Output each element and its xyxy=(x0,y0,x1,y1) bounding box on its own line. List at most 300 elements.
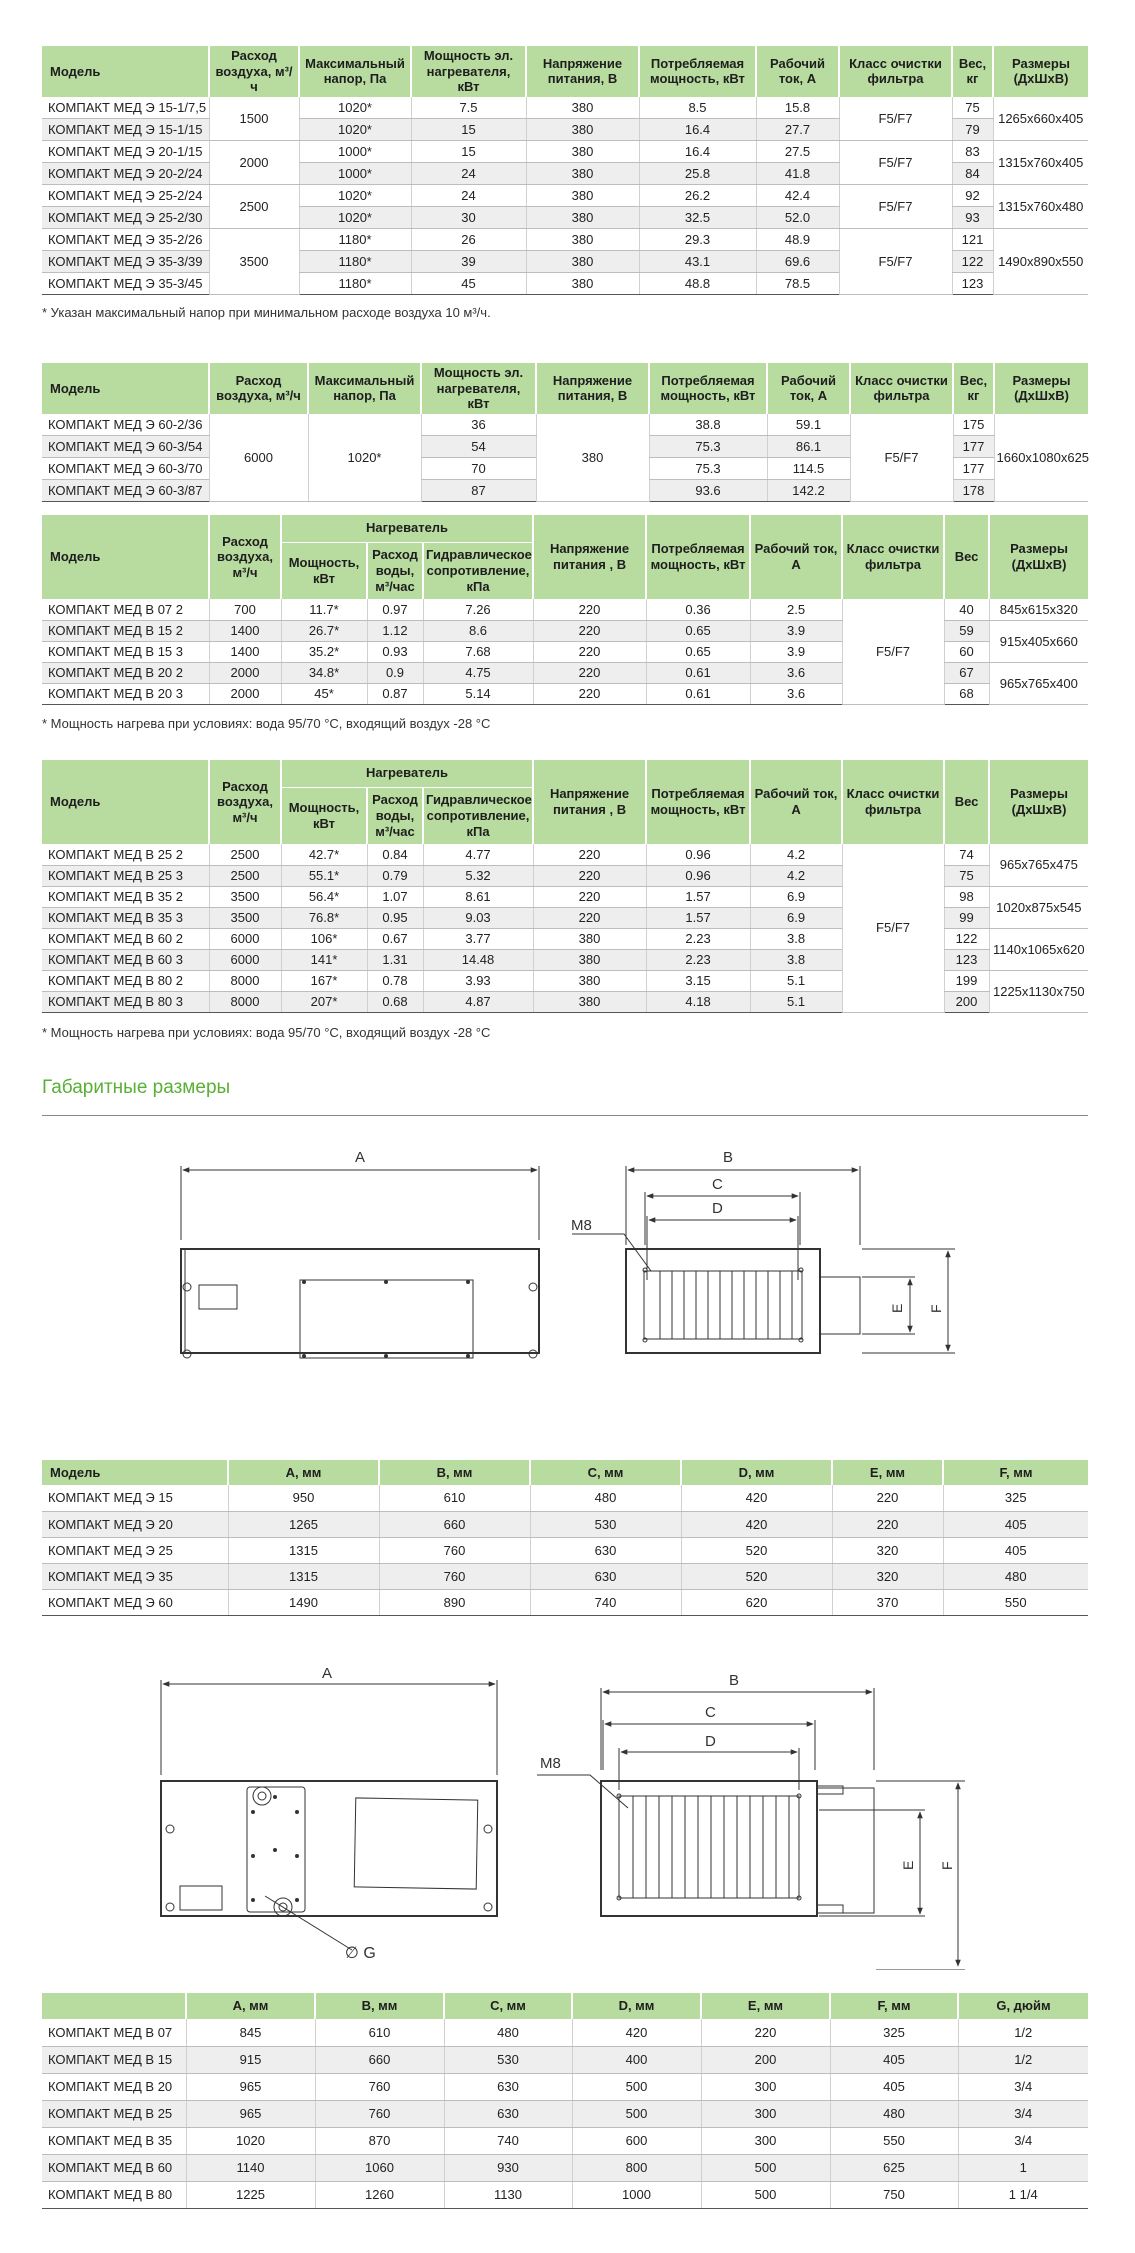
cell: 1020* xyxy=(299,207,411,229)
cell-model: КОМПАКТ МЕД В 20 2 xyxy=(42,662,209,683)
cell: 30 xyxy=(411,207,526,229)
cell: 890 xyxy=(379,1589,530,1615)
cell: 0.67 xyxy=(367,928,423,949)
cell-model: КОМПАКТ МЕД Э 25 xyxy=(42,1537,228,1563)
cell: 1/2 xyxy=(958,2046,1088,2073)
table-row xyxy=(42,1485,1088,1511)
dim-label-b: B xyxy=(729,1672,740,1689)
dim-label-m8: M8 xyxy=(540,1755,561,1772)
cell: 0.78 xyxy=(367,970,423,991)
cell: 67 xyxy=(944,662,989,683)
cell-size: 1315x760x405 xyxy=(993,141,1088,185)
col-header: Максимальный напор, Па xyxy=(308,363,421,414)
cell-model: КОМПАКТ МЕД Э 60 xyxy=(42,1589,228,1615)
col-header: Мощность, кВт xyxy=(281,542,367,599)
cell: 380 xyxy=(526,119,639,141)
table-row xyxy=(42,1537,1088,1563)
cell: 74 xyxy=(944,844,989,865)
cell-size: 1225x1130x750 xyxy=(989,970,1088,1012)
cell-model: КОМПАКТ МЕД В 80 xyxy=(42,2181,186,2208)
cell: 1 xyxy=(958,2154,1088,2181)
cell: 68 xyxy=(944,683,989,704)
cell: 3.77 xyxy=(423,928,533,949)
cell: 59 xyxy=(944,620,989,641)
cell: 300 xyxy=(701,2100,830,2127)
col-header: Гидравлическое сопротивление, кПа xyxy=(423,787,533,844)
cell: 520 xyxy=(681,1537,832,1563)
divider xyxy=(42,1115,1088,1116)
cell: 1180* xyxy=(299,273,411,295)
cell-model: КОМПАКТ МЕД В 07 2 xyxy=(42,599,209,620)
cell: 2000 xyxy=(209,683,281,704)
cell: 167* xyxy=(281,970,367,991)
cell: 660 xyxy=(379,1511,530,1537)
cell-model: КОМПАКТ МЕД В 25 2 xyxy=(42,844,209,865)
cell: 220 xyxy=(832,1485,943,1511)
col-header: B, мм xyxy=(315,1993,444,2019)
cell: 8000 xyxy=(209,991,281,1012)
table-row xyxy=(42,2100,1088,2127)
col-header: Размеры (ДхШхВ) xyxy=(993,46,1088,97)
cell: 1260 xyxy=(315,2181,444,2208)
col-header: Класс очистки фильтра xyxy=(842,515,944,599)
cell: 0.9 xyxy=(367,662,423,683)
cell: 93.6 xyxy=(649,480,767,502)
col-group-header: Нагреватель xyxy=(281,760,533,787)
col-header: Потребляемая мощность, кВт xyxy=(639,46,756,97)
dim-label-c: C xyxy=(712,1176,723,1193)
col-header: Расход воды, м³/час xyxy=(367,542,423,599)
cell: 0.96 xyxy=(646,844,750,865)
cell: 625 xyxy=(830,2154,958,2181)
cell-model: КОМПАКТ МЕД В 60 xyxy=(42,2154,186,2181)
cell: 52.0 xyxy=(756,207,839,229)
col-header: Максимальный напор, Па xyxy=(299,46,411,97)
cell: 380 xyxy=(526,229,639,251)
cell: 177 xyxy=(953,458,994,480)
col-header: Потребляемая мощность, кВт xyxy=(649,363,767,414)
col-group-header: Нагреватель xyxy=(281,515,533,542)
cell: 142.2 xyxy=(767,480,850,502)
cell: 380 xyxy=(526,207,639,229)
cell: 0.96 xyxy=(646,865,750,886)
drawing-electric-units xyxy=(0,1140,1135,1400)
cell: 75 xyxy=(952,97,993,119)
cell: 0.87 xyxy=(367,683,423,704)
cell: 4.18 xyxy=(646,991,750,1012)
cell: 220 xyxy=(533,865,646,886)
cell: 630 xyxy=(530,1537,681,1563)
cell-filter: F5/F7 xyxy=(839,97,952,141)
cell-model: КОМПАКТ МЕД В 25 xyxy=(42,2100,186,2127)
cell: 700 xyxy=(209,599,281,620)
cell: 1490 xyxy=(228,1589,379,1615)
cell: 43.1 xyxy=(639,251,756,273)
cell: 320 xyxy=(832,1563,943,1589)
cell: 2500 xyxy=(209,865,281,886)
cell: 870 xyxy=(315,2127,444,2154)
cell: 1.31 xyxy=(367,949,423,970)
cell: 11.7* xyxy=(281,599,367,620)
col-header: Модель xyxy=(42,515,209,599)
cell: 45 xyxy=(411,273,526,295)
cell: 3.6 xyxy=(750,662,842,683)
col-header: Потребляемая мощность, кВт xyxy=(646,760,750,844)
cell: 0.84 xyxy=(367,844,423,865)
cell-size: 915x405x660 xyxy=(989,620,1088,662)
cell-pressure: 1020* xyxy=(308,414,421,502)
cell-size: 1490x890x550 xyxy=(993,229,1088,295)
cell-filter: F5/F7 xyxy=(842,599,944,704)
cell-size: 1020x875x545 xyxy=(989,886,1088,928)
cell-model: КОМПАКТ МЕД Э 15-1/15 xyxy=(42,119,209,141)
cell-model: КОМПАКТ МЕД Э 35-3/39 xyxy=(42,251,209,273)
cell: 220 xyxy=(701,2019,830,2046)
cell: 370 xyxy=(832,1589,943,1615)
cell: 3.9 xyxy=(750,641,842,662)
cell: 760 xyxy=(315,2100,444,2127)
cell: 8000 xyxy=(209,970,281,991)
section-title: Габаритные размеры xyxy=(42,1077,231,1098)
cell: 0.97 xyxy=(367,599,423,620)
cell: 220 xyxy=(533,886,646,907)
cell: 26.7* xyxy=(281,620,367,641)
col-header xyxy=(42,1993,186,2019)
col-header: Класс очистки фильтра xyxy=(850,363,953,414)
cell-model: КОМПАКТ МЕД В 20 3 xyxy=(42,683,209,704)
spec-table-electric-2 xyxy=(42,363,1088,502)
cell: 15.8 xyxy=(756,97,839,119)
cell: 60 xyxy=(944,641,989,662)
cell-model: КОМПАКТ МЕД В 15 2 xyxy=(42,620,209,641)
cell: 0.79 xyxy=(367,865,423,886)
col-header: E, мм xyxy=(701,1993,830,2019)
cell: 84 xyxy=(952,163,993,185)
col-header: Класс очистки фильтра xyxy=(842,760,944,844)
cell: 1000* xyxy=(299,163,411,185)
table-row xyxy=(42,599,1088,620)
dim-label-e: E xyxy=(889,1303,905,1313)
cell-airflow: 1500 xyxy=(209,97,299,141)
cell: 123 xyxy=(944,949,989,970)
cell-size: 1660x1080x625 xyxy=(994,414,1088,502)
cell: 114.5 xyxy=(767,458,850,480)
cell: 1000* xyxy=(299,141,411,163)
cell: 0.65 xyxy=(646,620,750,641)
cell: 380 xyxy=(526,97,639,119)
cell: 400 xyxy=(572,2046,701,2073)
cell: 500 xyxy=(572,2073,701,2100)
cell: 0.93 xyxy=(367,641,423,662)
cell: 3/4 xyxy=(958,2073,1088,2100)
cell: 800 xyxy=(572,2154,701,2181)
col-header: Размеры (ДхШхВ) xyxy=(989,760,1088,844)
cell: 6.9 xyxy=(750,886,842,907)
cell: 915 xyxy=(186,2046,315,2073)
cell: 1020 xyxy=(186,2127,315,2154)
cell: 480 xyxy=(830,2100,958,2127)
cell: 70 xyxy=(421,458,536,480)
cell: 40 xyxy=(944,599,989,620)
cell: 41.8 xyxy=(756,163,839,185)
col-header: Расход воды, м³/час xyxy=(367,787,423,844)
cell: 3.15 xyxy=(646,970,750,991)
cell: 965 xyxy=(186,2100,315,2127)
cell-model: КОМПАКТ МЕД Э 60-3/87 xyxy=(42,480,209,502)
cell: 1400 xyxy=(209,641,281,662)
col-header: Размеры (ДхШхВ) xyxy=(994,363,1088,414)
cell-model: КОМПАКТ МЕД Э 60-2/36 xyxy=(42,414,209,436)
cell: 92 xyxy=(952,185,993,207)
dim-label-c: C xyxy=(705,1704,716,1721)
table-row xyxy=(42,141,1088,163)
table-row xyxy=(42,2181,1088,2208)
table-row xyxy=(42,844,1088,865)
cell: 4.77 xyxy=(423,844,533,865)
cell: 1 1/4 xyxy=(958,2181,1088,2208)
cell: 600 xyxy=(572,2127,701,2154)
cell: 380 xyxy=(526,251,639,273)
cell: 380 xyxy=(533,949,646,970)
col-header: Рабочий ток, А xyxy=(756,46,839,97)
cell: 45* xyxy=(281,683,367,704)
cell: 83 xyxy=(952,141,993,163)
cell: 2.23 xyxy=(646,928,750,949)
cell: 0.61 xyxy=(646,662,750,683)
cell: 75.3 xyxy=(649,458,767,480)
col-header: C, мм xyxy=(444,1993,572,2019)
cell: 8.5 xyxy=(639,97,756,119)
col-header: Напряжение питания , В xyxy=(533,515,646,599)
cell: 3/4 xyxy=(958,2100,1088,2127)
cell: 59.1 xyxy=(767,414,850,436)
cell: 3/4 xyxy=(958,2127,1088,2154)
cell: 610 xyxy=(379,1485,530,1511)
dim-label-d: D xyxy=(705,1733,716,1750)
cell: 1180* xyxy=(299,251,411,273)
cell: 99 xyxy=(944,907,989,928)
cell: 740 xyxy=(444,2127,572,2154)
table-row xyxy=(42,1589,1088,1615)
cell-model: КОМПАКТ МЕД В 35 xyxy=(42,2127,186,2154)
cell: 5.1 xyxy=(750,970,842,991)
cell: 0.61 xyxy=(646,683,750,704)
cell-size: 965x765x475 xyxy=(989,844,1088,886)
cell-model: КОМПАКТ МЕД Э 15 xyxy=(42,1485,228,1511)
cell: 380 xyxy=(526,163,639,185)
cell-size: 845x615x320 xyxy=(989,599,1088,620)
col-header: Расход воздуха, м³/ч xyxy=(209,46,299,97)
cell-airflow: 3500 xyxy=(209,229,299,295)
cell: 1225 xyxy=(186,2181,315,2208)
cell: 300 xyxy=(701,2073,830,2100)
col-header: D, мм xyxy=(681,1460,832,1485)
cell: 3.8 xyxy=(750,928,842,949)
cell-model: КОМПАКТ МЕД Э 60-3/70 xyxy=(42,458,209,480)
cell: 5.1 xyxy=(750,991,842,1012)
cell: 420 xyxy=(572,2019,701,2046)
cell: 3.93 xyxy=(423,970,533,991)
cell: 24 xyxy=(411,163,526,185)
cell: 42.4 xyxy=(756,185,839,207)
cell: 300 xyxy=(701,2127,830,2154)
cell: 740 xyxy=(530,1589,681,1615)
cell: 630 xyxy=(444,2100,572,2127)
dim-label-f: F xyxy=(939,1861,955,1870)
cell-model: КОМПАКТ МЕД В 25 3 xyxy=(42,865,209,886)
cell: 98 xyxy=(944,886,989,907)
cell-size: 1265x660x405 xyxy=(993,97,1088,141)
cell: 500 xyxy=(572,2100,701,2127)
cell: 55.1* xyxy=(281,865,367,886)
cell: 1000 xyxy=(572,2181,701,2208)
cell: 220 xyxy=(533,641,646,662)
cell: 950 xyxy=(228,1485,379,1511)
dim-label-a: A xyxy=(322,1665,333,1682)
cell: 93 xyxy=(952,207,993,229)
col-header: Напряжение питания, В xyxy=(536,363,649,414)
cell: 4.2 xyxy=(750,844,842,865)
cell: 610 xyxy=(315,2019,444,2046)
table-row xyxy=(42,185,1088,207)
cell: 1.07 xyxy=(367,886,423,907)
cell: 1/2 xyxy=(958,2019,1088,2046)
cell: 405 xyxy=(943,1511,1088,1537)
drawing-water-units xyxy=(0,1660,1135,1970)
cell-filter: F5/F7 xyxy=(850,414,953,502)
cell-model: КОМПАКТ МЕД В 60 2 xyxy=(42,928,209,949)
cell: 1060 xyxy=(315,2154,444,2181)
cell: 0.95 xyxy=(367,907,423,928)
dim-label-b: B xyxy=(723,1149,734,1166)
dimensions-table-electric xyxy=(42,1460,1088,1616)
cell: 86.1 xyxy=(767,436,850,458)
cell: 48.8 xyxy=(639,273,756,295)
cell-model: КОМПАКТ МЕД В 15 3 xyxy=(42,641,209,662)
col-header: F, мм xyxy=(830,1993,958,2019)
cell-model: КОМПАКТ МЕД В 80 2 xyxy=(42,970,209,991)
cell: 0.68 xyxy=(367,991,423,1012)
cell: 1180* xyxy=(299,229,411,251)
cell: 200 xyxy=(701,2046,830,2073)
col-header: Мощность эл. нагревателя, кВт xyxy=(421,363,536,414)
cell: 750 xyxy=(830,2181,958,2208)
cell: 500 xyxy=(701,2154,830,2181)
cell-filter: F5/F7 xyxy=(842,844,944,1012)
col-header: Рабочий ток, А xyxy=(750,515,842,599)
cell-model: КОМПАКТ МЕД В 35 3 xyxy=(42,907,209,928)
cell: 0.65 xyxy=(646,641,750,662)
cell: 26.2 xyxy=(639,185,756,207)
cell: 220 xyxy=(533,844,646,865)
cell-filter: F5/F7 xyxy=(839,229,952,295)
cell-size: 1140x1065x620 xyxy=(989,928,1088,970)
cell: 200 xyxy=(944,991,989,1012)
cell-model: КОМПАКТ МЕД В 60 3 xyxy=(42,949,209,970)
table-row xyxy=(42,229,1088,251)
cell: 4.87 xyxy=(423,991,533,1012)
cell: 75.3 xyxy=(649,436,767,458)
cell-airflow: 2000 xyxy=(209,141,299,185)
col-header: Размеры (ДхШхВ) xyxy=(989,515,1088,599)
table-row xyxy=(42,1511,1088,1537)
cell: 845 xyxy=(186,2019,315,2046)
cell: 5.14 xyxy=(423,683,533,704)
col-header: Вес, кг xyxy=(953,363,994,414)
cell: 4.2 xyxy=(750,865,842,886)
cell: 660 xyxy=(315,2046,444,2073)
cell: 220 xyxy=(533,662,646,683)
cell-airflow: 6000 xyxy=(209,414,308,502)
cell: 220 xyxy=(832,1511,943,1537)
cell-size: 1315x760x480 xyxy=(993,185,1088,229)
cell-model: КОМПАКТ МЕД В 07 xyxy=(42,2019,186,2046)
col-header: C, мм xyxy=(530,1460,681,1485)
cell: 1020* xyxy=(299,119,411,141)
col-header: Вес, кг xyxy=(952,46,993,97)
footnote: * Мощность нагрева при условиях: вода 95/70 °С, входящий воздух -28 °С xyxy=(42,716,491,731)
cell-model: КОМПАКТ МЕД Э 60-3/54 xyxy=(42,436,209,458)
cell: 122 xyxy=(944,928,989,949)
col-header: Мощность, кВт xyxy=(281,787,367,844)
cell: 1140 xyxy=(186,2154,315,2181)
cell: 420 xyxy=(681,1485,832,1511)
dim-label-d: D xyxy=(712,1200,723,1217)
cell-model: КОМПАКТ МЕД Э 20-2/24 xyxy=(42,163,209,185)
table-row xyxy=(42,2019,1088,2046)
cell-model: КОМПАКТ МЕД В 35 2 xyxy=(42,886,209,907)
dim-label-m8: M8 xyxy=(571,1217,592,1234)
table-row xyxy=(42,414,1088,436)
cell: 16.4 xyxy=(639,141,756,163)
cell: 39 xyxy=(411,251,526,273)
cell: 34.8* xyxy=(281,662,367,683)
cell: 76.8* xyxy=(281,907,367,928)
cell: 1130 xyxy=(444,2181,572,2208)
cell: 380 xyxy=(526,273,639,295)
dim-label-a: A xyxy=(355,1149,366,1166)
cell: 320 xyxy=(832,1537,943,1563)
cell: 7.68 xyxy=(423,641,533,662)
dim-label-e: E xyxy=(900,1860,916,1870)
cell: 15 xyxy=(411,141,526,163)
cell: 3.8 xyxy=(750,949,842,970)
col-header: A, мм xyxy=(186,1993,315,2019)
cell: 380 xyxy=(533,928,646,949)
cell-voltage: 380 xyxy=(536,414,649,502)
cell: 122 xyxy=(952,251,993,273)
cell-model: КОМПАКТ МЕД Э 20-1/15 xyxy=(42,141,209,163)
cell: 500 xyxy=(701,2181,830,2208)
cell: 760 xyxy=(379,1563,530,1589)
col-header: Расход воздуха, м³/ч xyxy=(209,515,281,599)
cell: 8.6 xyxy=(423,620,533,641)
cell: 14.48 xyxy=(423,949,533,970)
cell: 630 xyxy=(444,2073,572,2100)
cell-filter: F5/F7 xyxy=(839,141,952,185)
cell: 106* xyxy=(281,928,367,949)
cell: 123 xyxy=(952,273,993,295)
col-header: Класс очистки фильтра xyxy=(839,46,952,97)
col-header: Мощность эл. нагревателя, кВт xyxy=(411,46,526,97)
cell: 27.5 xyxy=(756,141,839,163)
cell: 15 xyxy=(411,119,526,141)
footnote: * Указан максимальный напор при минимальном расходе воздуха 10 м³/ч. xyxy=(42,305,491,320)
spec-table-electric-1 xyxy=(42,46,1088,295)
cell: 620 xyxy=(681,1589,832,1615)
cell: 2.5 xyxy=(750,599,842,620)
cell-model: КОМПАКТ МЕД В 15 xyxy=(42,2046,186,2073)
